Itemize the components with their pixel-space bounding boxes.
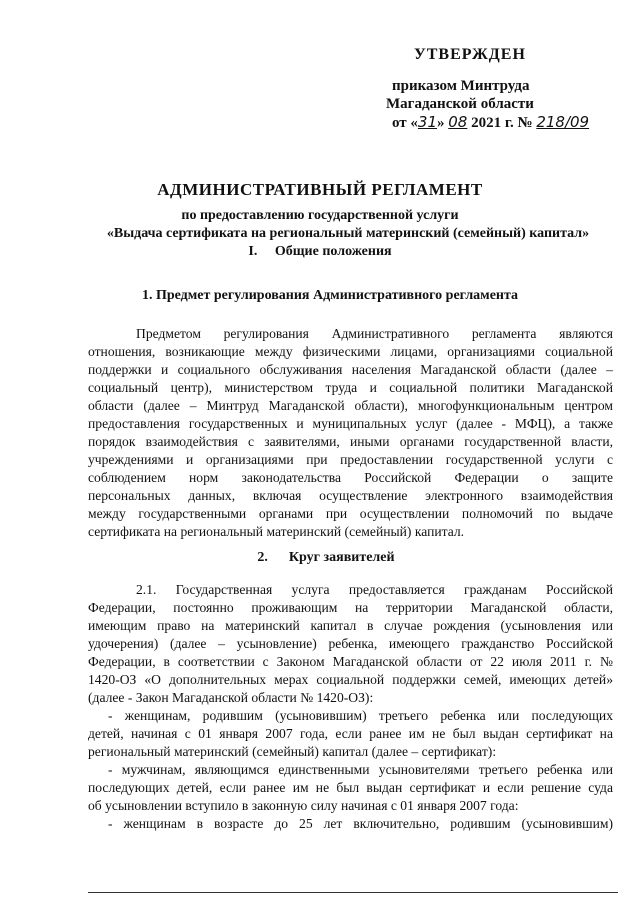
bullet-men [88, 761, 613, 815]
text-line: Федерации, в соответствии с Законом Магаданской области от 22 июля 2011 г. № [88, 654, 613, 669]
text-line: 1420-ОЗ «О дополнительных мерах социальной поддержки семей, имеющих детей» [88, 672, 613, 687]
approval-line1: приказом Минтруда [392, 78, 530, 94]
approval-month: 08 [448, 113, 468, 131]
approval-block [386, 46, 589, 132]
text-line: - женщинам в возрасте до 25 лет включительно, родившим (усыновившим) [108, 816, 613, 831]
text-line: соблюдением норм законодательства Российской Федерации о защите [88, 470, 613, 485]
text-line: детей, начиная с 01 января 2007 года, если ранее им не был выдан сертификат на [88, 726, 613, 741]
text-line: имеющим право на материнский капитал в случае рождения (усыновления или [88, 618, 613, 633]
text-line: - мужчинам, являющимся единственными усыновителями третьего ребенка или [108, 762, 613, 777]
subsection-1-heading: 1. Предмет регулирования Административного регламента [141, 288, 519, 303]
paragraph-subject [88, 325, 613, 541]
document-subtitle-2: «Выдача сертификата на региональный материнский (семейный) капитал» [106, 226, 590, 241]
subsection-2-heading: 2. Круг заявителей [257, 550, 395, 565]
document-title: АДМИНИСТРАТИВНЫЙ РЕГЛАМЕНТ [157, 180, 483, 199]
text-line: (далее - Закон Магаданской области № 1420-ОЗ): [88, 690, 374, 705]
text-line: - женщинам, родившим (усыновившим) третьего ребенка или последующих [108, 708, 613, 723]
text-line: 2.1. Государственная услуга предоставляется гражданам Российской [136, 582, 613, 597]
text-line: учреждениями и организациями при предоставлении государственной услуги с [88, 452, 613, 467]
text-line: Предметом регулирования Административного регламента являются [136, 326, 613, 341]
bullet-women-25 [88, 815, 613, 833]
text-line: об усыновлении вступило в законную силу начиная с 01 января 2007 года: [88, 798, 519, 813]
text-line: персональных данных, включая осуществление электронного взаимодействия [88, 488, 613, 503]
text-line: Федерации, постоянно проживающим на территории Магаданской области, [88, 600, 613, 615]
text-line: предоставления государственных и муниципальных услуг (далее - МФЦ), а также [88, 416, 613, 431]
text-line: отношения, возникающие между физическими лицами, организациями социальной [88, 344, 613, 359]
approval-line2: Магаданской области [386, 96, 534, 112]
text-line: сертификата на региональный материнский (семейный) капитал. [88, 524, 465, 539]
text-line: порядок взаимодействия с заявителями, иными органами государственной власти, [88, 434, 613, 449]
approval-day: 31 [417, 113, 438, 131]
document-subtitle-1: по предоставлению государственной услуги [181, 208, 459, 223]
approval-order-number: 218/09 [536, 113, 590, 131]
text-line: поддержки и социального обслуживания населения Магаданской области (далее – [88, 362, 613, 377]
text-line: региональный материнский (семейный) капитал (далее – сертификат): [88, 744, 497, 759]
text-line: между государственными органами при осуществлении полномочий по выдаче [88, 506, 613, 521]
text-line: области (далее – Минтруд Магаданской области), многофункциональным центром [88, 398, 613, 413]
paragraph-applicants [88, 581, 613, 707]
section-1-heading: I. Общие положения [248, 244, 392, 259]
text-line: последующих детей, если ранее им не был выдан сертификат и если решение суда [88, 780, 613, 795]
bullet-women [88, 707, 613, 761]
approval-date: от «31» 08 2021 г. № 218/09 [392, 113, 590, 131]
text-line: удочерения) (далее – усыновление) ребенка, имеющего гражданство Российской [88, 636, 613, 651]
approval-title: УТВЕРЖДЕН [414, 46, 526, 63]
page-bottom-rule [88, 892, 618, 893]
text-line: социальный центр), министерством труда и социальной политики Магаданской [88, 380, 613, 395]
